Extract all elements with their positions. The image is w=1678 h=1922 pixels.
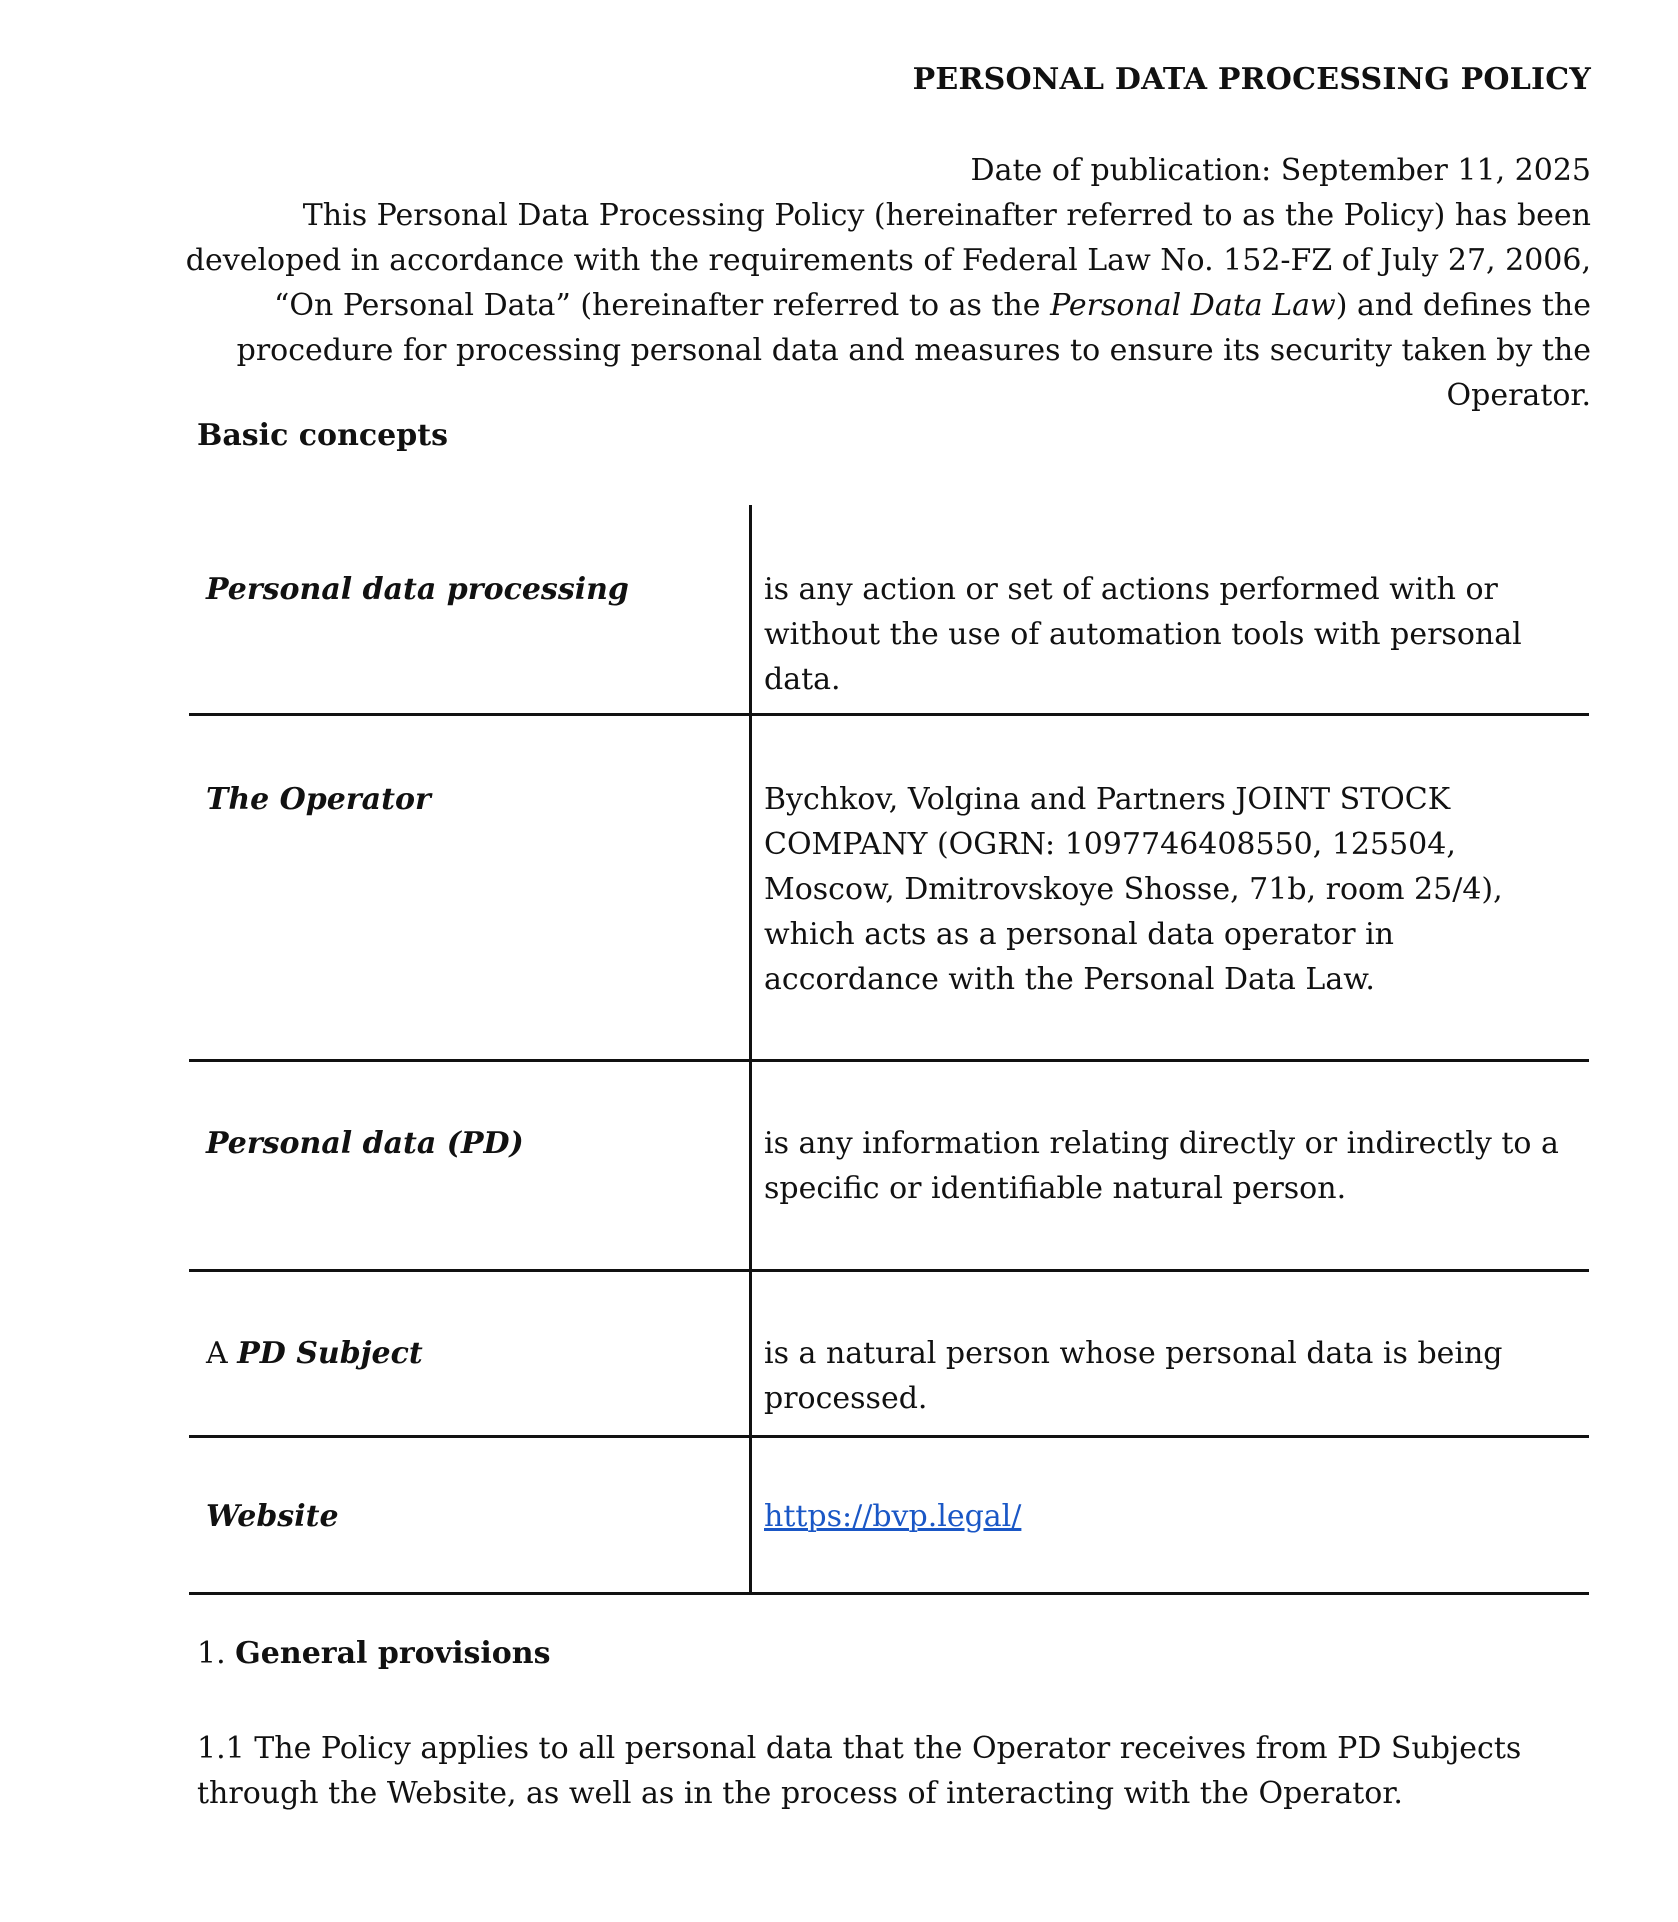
table-row-divider: [189, 713, 1589, 716]
term-pd-subject-prefix: A: [206, 1336, 238, 1371]
table-row-divider: [189, 1059, 1589, 1062]
definitions-table: [189, 505, 1589, 1595]
definition-operator: Bychkov, Volgina and Partners JOINT STOCK COMPANY (OGRN: 1097746408550, 125504, Moscow, Dmitrovskoye Shosse, 71b, room 25/4), which acts as a personal data operator in accordance with the Personal Data Law.: [764, 782, 1503, 997]
term-website: Website: [206, 1499, 339, 1534]
section-1-heading: [197, 1636, 550, 1671]
term-pd-subject: [206, 1331, 423, 1376]
definition-website: [764, 1494, 1564, 1539]
term-pd-subject-label: PD Subject: [237, 1336, 423, 1371]
table-row-divider: [189, 1592, 1589, 1595]
section-1-title: General provisions: [235, 1636, 551, 1671]
section-1-number: 1.: [197, 1636, 236, 1671]
publication-date: Date of publication: September 11, 2025: [970, 153, 1591, 188]
intro-text-part1: This Personal Data Processing Policy (hereinafter referred to as the Policy) has been developed in accordance with the requirements of Federal Law No. 152-FZ of July 27, 2006, “On Personal Data” (hereinafter referred to as the: [185, 198, 1591, 323]
definition-pd-subject: is a natural person whose personal data is being processed.: [764, 1336, 1503, 1416]
table-row-divider: [189, 1435, 1589, 1438]
intro-italic-term: Personal Data Law: [1050, 288, 1336, 323]
definition-personal-data: is any information relating directly or indirectly to a specific or identifiable natural person.: [764, 1126, 1559, 1206]
term-personal-data: Personal data (PD): [206, 1126, 524, 1161]
paragraph-1-1: 1.1 The Policy applies to all personal data that the Operator receives from PD Subjects through the Website, as well as in the process of interacting with the Operator.: [197, 1731, 1522, 1811]
intro-paragraph: [180, 193, 1591, 418]
intro-text-part2: ) and defines the procedure for processing personal data and measures to ensure its security taken by the Operator.: [236, 288, 1591, 413]
website-link[interactable]: https://bvp.legal/: [764, 1499, 1022, 1534]
definition-personal-data-processing: is any action or set of actions performed with or without the use of automation tools with personal data.: [764, 572, 1522, 697]
term-personal-data-processing: Personal data processing: [206, 572, 629, 607]
intro-block: [180, 148, 1591, 418]
basic-concepts-heading: Basic concepts: [197, 418, 448, 453]
table-column-divider: [749, 505, 752, 1594]
document-title: PERSONAL DATA PROCESSING POLICY: [912, 62, 1591, 97]
term-operator: The Operator: [206, 782, 431, 817]
table-row-divider: [189, 1269, 1589, 1272]
